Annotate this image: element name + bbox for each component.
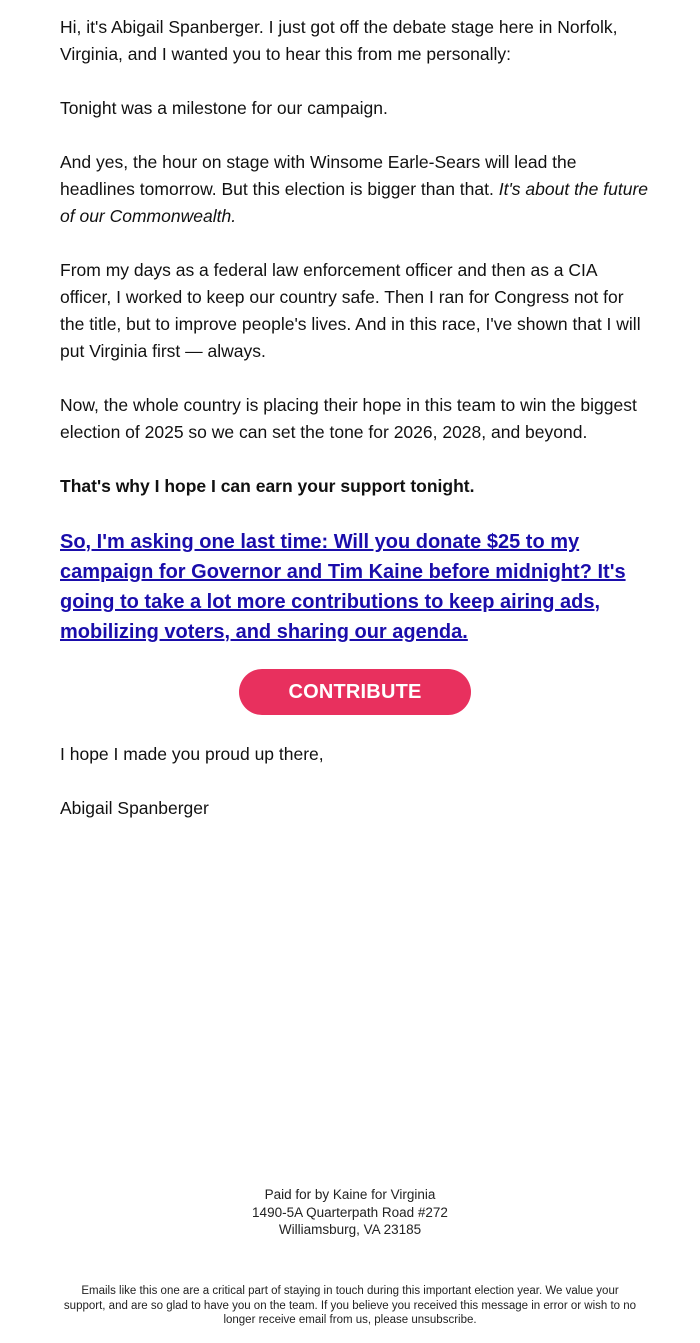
address-line-2: Williamsburg, VA 23185 bbox=[278, 1222, 422, 1237]
contribute-button-wrap bbox=[60, 669, 650, 715]
support-paragraph: That's why I hope I can earn your support tonight. bbox=[60, 476, 475, 496]
background-paragraph: From my days as a federal law enforcement officer and then as a CIA officer, I worked to keep our country safe. Then I ran for Congress not for the title, but to improve people's lives. And in this race, I've shown that I will put Virginia first — always. bbox=[60, 260, 641, 361]
milestone-paragraph: Tonight was a milestone for our campaign. bbox=[60, 98, 388, 118]
signature: Abigail Spanberger bbox=[60, 798, 209, 818]
unsubscribe-note: Emails like this one are a critical part of staying in touch during this important election year. We value your support, and are so glad to have you on the team. If you believe you received this message in error or wish to no longer receive email from us, please unsubscribe. bbox=[63, 1285, 637, 1326]
debate-paragraph bbox=[60, 149, 650, 230]
address-line-1: 1490-5A Quarterpath Road #272 bbox=[252, 1204, 448, 1220]
greeting-paragraph: Hi, it's Abigail Spanberger. I just got off the debate stage here in Norfolk, Virginia, and I wanted you to hear this from me personally: bbox=[60, 17, 618, 64]
closing-paragraph: I hope I made you proud up there, bbox=[60, 744, 324, 764]
hope-paragraph: Now, the whole country is placing their hope in this team to win the biggest election of 2025 so we can set the tone for 2026, 2028, and beyond. bbox=[60, 395, 637, 442]
donate-ask-link[interactable]: So, I'm asking one last time: Will you donate $25 to my campaign for Governor and Tim Kaine before midnight? It's going to take a lot more contributions to keep airing ads, mobilizing voters, and sharing our agenda. bbox=[60, 531, 626, 643]
contribute-button[interactable]: CONTRIBUTE bbox=[239, 669, 471, 715]
paid-for-line: Paid for by Kaine for Virginia bbox=[264, 1187, 436, 1202]
paid-for-disclaimer bbox=[0, 1186, 700, 1239]
email-body bbox=[60, 14, 650, 849]
debate-text: And yes, the hour on stage with Winsome Earle-Sears will lead the headlines tomorrow. But this election is bigger than that. bbox=[60, 152, 577, 199]
debate-italic-text: It's about the future of our Commonwealth. bbox=[60, 179, 649, 226]
